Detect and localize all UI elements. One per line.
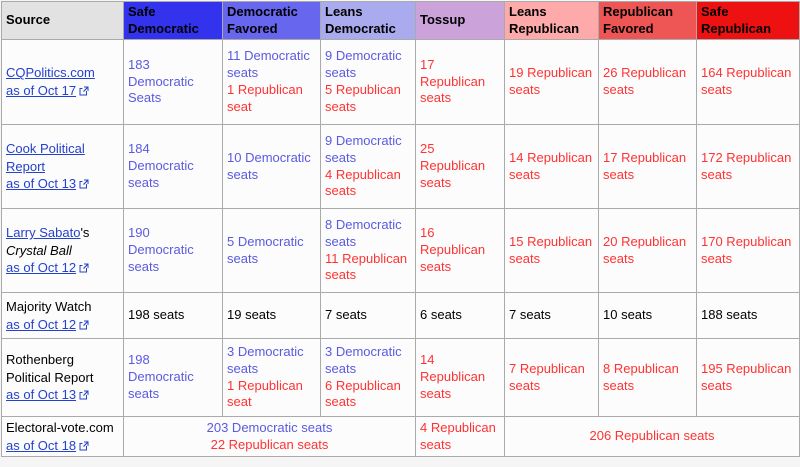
external-link-icon [79, 386, 89, 404]
forecast-cell [124, 293, 223, 339]
forecast-cell [223, 293, 321, 339]
source-cell [2, 417, 124, 457]
forecast-cell [416, 40, 505, 125]
seat-count: 188 seats [701, 307, 758, 323]
source-name-italic: Crystal Ball [6, 242, 72, 258]
seat-count: 11 Democratic seats [227, 48, 310, 81]
column-header-leans-democratic: Leans Democratic [321, 2, 416, 40]
column-header-republican-favored: Republican Favored [599, 2, 697, 40]
forecast-cell [321, 209, 416, 293]
column-header-tossup: Tossup [416, 2, 505, 40]
seat-count: 26 Republican seats [603, 65, 687, 97]
forecast-cell [505, 209, 599, 293]
as-of-link[interactable]: as of Oct 12 [6, 316, 77, 332]
source-cell [2, 209, 124, 293]
seat-count: 7 seats [509, 307, 551, 323]
source-link[interactable]: CQPolitics.com [6, 65, 95, 81]
source-name: Majority Watch [6, 298, 92, 314]
forecast-cell [697, 293, 800, 339]
forecast-cell [124, 339, 223, 417]
forecast-cell [124, 40, 223, 125]
forecast-cell [505, 40, 599, 125]
forecast-cell [124, 417, 416, 457]
seat-count: 22 Republican seats [210, 436, 329, 452]
seat-count: 5 Republican seats [325, 82, 401, 114]
column-header-source: Source [2, 2, 124, 40]
forecast-cell [223, 40, 321, 125]
seat-count: 14 Republican seats [420, 352, 486, 401]
seat-count: 195 Republican seats [701, 360, 792, 393]
as-of-link[interactable]: as of Oct 18 [6, 437, 77, 453]
seat-count: 8 Democratic seats [325, 216, 402, 249]
forecast-cell [321, 40, 416, 125]
seat-count: 3 Democratic seats [325, 343, 402, 376]
external-link-icon [79, 82, 89, 100]
seat-count: 4 Republican seats [325, 166, 401, 199]
forecast-table [1, 1, 800, 457]
seat-count: 6 Republican seats [325, 377, 401, 410]
source-name: Electoral-vote.com [6, 420, 114, 435]
seat-count: 17 Republican seats [420, 56, 486, 106]
forecast-cell [697, 125, 800, 209]
forecast-cell [505, 417, 800, 457]
seat-count: 20 Republican seats [603, 233, 687, 266]
source-link[interactable]: Larry Sabato [6, 225, 81, 241]
seat-count: 16 Republican seats [420, 225, 486, 274]
source-cell [2, 339, 124, 417]
forecast-cell [321, 125, 416, 209]
seat-count: 19 seats [227, 307, 277, 323]
forecast-cell [416, 209, 505, 293]
forecast-cell [124, 209, 223, 293]
forecast-cell [697, 339, 800, 417]
column-header-safe-republican: Safe Republican [697, 2, 800, 40]
forecast-cell [599, 293, 697, 339]
seat-count: 3 Democratic seats [227, 343, 304, 376]
table-row [2, 209, 800, 293]
seat-count: 164 Republican seats [701, 65, 792, 97]
seat-count: 1 Republican seat [227, 82, 303, 114]
forecast-cell [505, 293, 599, 339]
forecast-cell [321, 293, 416, 339]
seat-count: 10 Democratic seats [227, 149, 311, 182]
seat-count: 17 Republican seats [603, 149, 687, 182]
forecast-cell [599, 209, 697, 293]
forecast-cell [416, 339, 505, 417]
forecast-cell [223, 125, 321, 209]
forecast-cell [505, 339, 599, 417]
source-cell [2, 40, 124, 125]
forecast-cell [599, 339, 697, 417]
seat-count: 198 seats [128, 307, 185, 323]
forecast-cell [697, 209, 800, 293]
forecast-cell [223, 209, 321, 293]
header-row [2, 2, 800, 40]
forecast-cell [599, 125, 697, 209]
seat-count: 9 Democratic seats [325, 48, 402, 81]
seat-count: 5 Democratic seats [227, 233, 304, 266]
seat-count: 172 Republican seats [701, 149, 792, 182]
table-row [2, 339, 800, 417]
as-of-link[interactable]: as of Oct 13 [6, 387, 77, 403]
table-row [2, 417, 800, 457]
seat-count: 8 Republican seats [603, 360, 679, 393]
forecast-cell [416, 125, 505, 209]
seat-count: 1 Republican seat [227, 377, 303, 410]
column-header-democratic-favored: Democratic Favored [223, 2, 321, 40]
seat-count: 7 seats [325, 307, 367, 323]
forecast-cell [599, 40, 697, 125]
seat-count: 7 Republican seats [509, 360, 585, 393]
seat-count: 9 Democratic seats [325, 132, 402, 165]
seat-count: 206 Republican seats [589, 428, 715, 444]
seat-count: 183 Democratic Seats [128, 56, 194, 106]
column-header-leans-republican: Leans Republican [505, 2, 599, 40]
seat-count: 4 Republican seats [420, 419, 496, 452]
seat-count: 15 Republican seats [509, 233, 593, 266]
as-of-link[interactable]: as of Oct 17 [6, 83, 77, 98]
source-cell [2, 293, 124, 339]
forecast-cell [697, 40, 800, 125]
table-row [2, 125, 800, 209]
seat-count: 170 Republican seats [701, 233, 792, 266]
seat-count: 190 Democratic seats [128, 225, 194, 274]
external-link-icon [79, 175, 89, 193]
external-link-icon [79, 316, 89, 334]
source-name: Rothenberg Political Report [6, 352, 94, 385]
seat-count: 25 Republican seats [420, 141, 486, 190]
seat-count: 198 Democratic seats [128, 352, 194, 401]
seat-count: 184 Democratic seats [128, 141, 194, 190]
seat-count: 10 seats [603, 307, 653, 323]
forecast-cell [321, 339, 416, 417]
forecast-cell [416, 417, 505, 457]
external-link-icon [79, 437, 89, 455]
forecast-cell [505, 125, 599, 209]
external-link-icon [79, 259, 89, 277]
forecast-cell [124, 125, 223, 209]
seat-count: 14 Republican seats [509, 149, 593, 182]
forecast-cell [223, 339, 321, 417]
seat-count: 203 Democratic seats [206, 419, 333, 435]
seat-count: 19 Republican seats [509, 65, 593, 97]
as-of-link[interactable]: as of Oct 12 [6, 260, 77, 276]
column-header-safe-democratic: Safe Democratic [124, 2, 223, 40]
source-link[interactable]: Cook Political Report [6, 141, 85, 174]
as-of-link[interactable]: as of Oct 13 [6, 176, 77, 192]
table-row [2, 40, 800, 125]
seat-count: 6 seats [420, 307, 462, 323]
forecast-cell [416, 293, 505, 339]
table-row [2, 293, 800, 339]
source-name: 's [80, 225, 90, 241]
source-cell [2, 125, 124, 209]
seat-count: 11 Republican seats [325, 250, 408, 283]
